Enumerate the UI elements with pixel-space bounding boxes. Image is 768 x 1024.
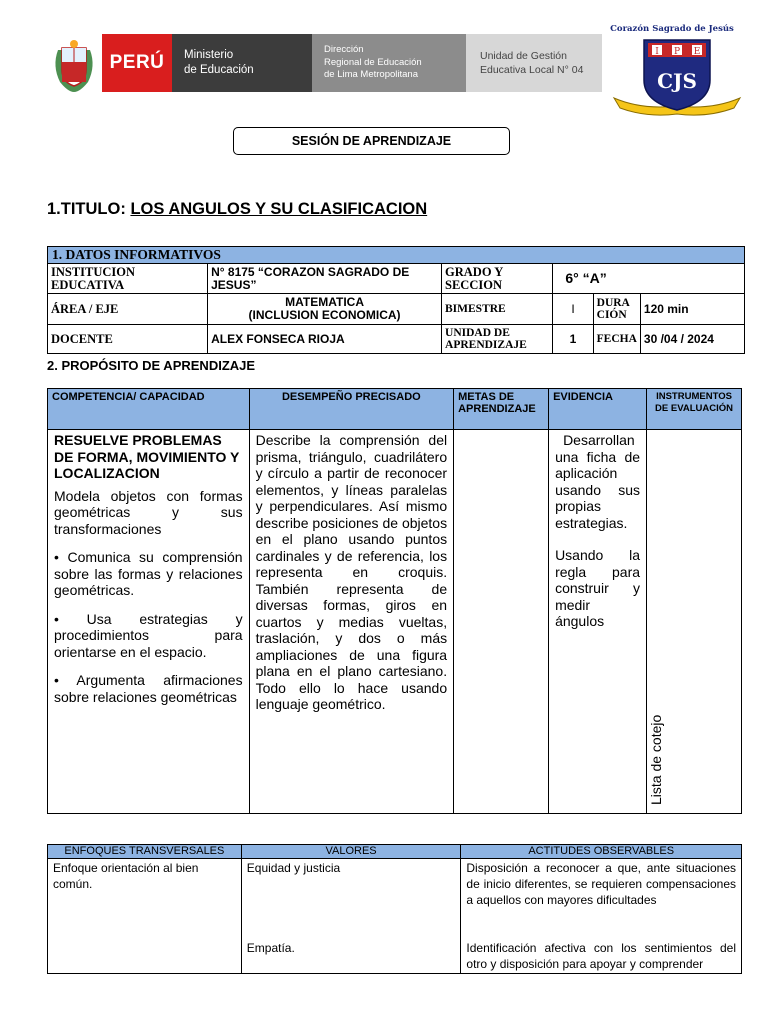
actitud-2: Identificación afectiva con los sentimientos del otro y disposición para apoyar y comprender: [466, 941, 736, 971]
valor-2: Empatía.: [246, 941, 295, 955]
metas-cell: [454, 430, 549, 814]
institucion-label: INSTITUCION EDUCATIVA: [48, 264, 208, 294]
actitudes-cell: [461, 859, 742, 974]
enfoque-cell: Enfoque orientación al bien común.: [48, 859, 242, 974]
datos-informativos-table: [47, 246, 745, 354]
desempeno-cell: Describe la comprensión del prisma, triángulo, cuadrilátero y círculo a partir de reconocer elementos, y líneas paralelas y perpendiculares. Así mismo describe posiciones de objetos en el plano usando puntos cardinales y de referencia, los representa en croquis. También representa de diversas formas, giros en cuartos y medias vueltas, traslación, y dos o más ampliaciones de una figura plana en el plano cartesiano. Todo ello lo hace usando lenguaje geométrico.: [249, 430, 454, 814]
docente-label: DOCENTE: [48, 325, 208, 354]
title-lead: 1.TITULO: [47, 200, 121, 218]
enfoques-table: [47, 844, 742, 974]
header-instrumentos: INSTRUMENTOS DE EVALUACIÓN: [647, 389, 742, 430]
valores-cell: [241, 859, 461, 974]
ugel-line-2: Educativa Local N° 04: [480, 64, 584, 76]
session-title: SESIÓN DE APRENDIZAJE: [291, 134, 452, 148]
header-evidencia: EVIDENCIA: [549, 389, 647, 430]
crest-letter-1: P: [673, 47, 681, 57]
unidad-value: 1: [553, 325, 593, 354]
header-enfoques: ENFOQUES TRANSVERSALES: [48, 845, 242, 859]
area-value: [208, 294, 442, 325]
bimestre-value: I: [553, 294, 593, 325]
peru-coat-of-arms-icon: [48, 36, 100, 94]
evidencia-2: Usando la regla para construir y medir ángulos: [555, 547, 641, 629]
header-desempeno: DESEMPEÑO PRECISADO: [249, 389, 454, 430]
ugel-block: [466, 34, 602, 92]
ministerio-line-1: Ministerio: [184, 49, 234, 61]
dre-line-2: Regional de Educación: [324, 56, 422, 68]
competencia-title: RESUELVE PROBLEMAS DE FORMA, MOVIMIENTO Y LOCALIZACION: [54, 432, 240, 481]
grado-label: GRADO Y SECCION: [442, 264, 553, 294]
competencia-cell: [48, 430, 250, 814]
area-value-1: MATEMATICA: [285, 295, 364, 309]
crest-letter-2: E: [693, 47, 701, 57]
actitud-1: Disposición a reconocer a que, ante situaciones de inicio diferentes, se requieren compensaciones a aquellos con mayores dificultades: [466, 861, 736, 907]
ministerio-block: [172, 34, 312, 92]
evidencia-cell: [549, 430, 647, 814]
title-colon: :: [120, 200, 131, 218]
crest-letter-i: I: [655, 47, 659, 57]
evidencia-1: Desarrollan una ficha de aplicación usando sus propias estrategias.: [555, 432, 641, 531]
bimestre-label: BIMESTRE: [442, 294, 553, 325]
lesson-title: [47, 200, 427, 219]
capacidad-4: • Argumenta afirmaciones sobre relaciones geométricas: [54, 672, 243, 705]
header-valores: VALORES: [241, 845, 461, 859]
unidad-label: UNIDAD DE APRENDIZAJE: [442, 325, 553, 354]
header-actitudes: ACTITUDES OBSERVABLES: [461, 845, 742, 859]
header-competencia: COMPETENCIA/ CAPACIDAD: [48, 389, 250, 430]
area-label: ÁREA / EJE: [48, 294, 208, 325]
fecha-label: FECHA: [593, 325, 640, 354]
duracion-label: DURACIÓN: [593, 294, 640, 325]
fecha-value: 30 /04 / 2024: [640, 325, 744, 354]
dre-line-1: Dirección: [324, 44, 364, 56]
valor-1: Equidad y justicia: [246, 861, 341, 875]
session-title-box: [233, 127, 510, 155]
header-metas: METAS DE APRENDIZAJE: [454, 389, 549, 430]
capacidad-3: • Usa estrategias y procedimientos para orientarse en el espacio.: [54, 610, 243, 660]
grado-value: 6° “A”: [553, 264, 745, 294]
peru-logo: [102, 34, 172, 92]
datos-heading: 1. DATOS INFORMATIVOS: [48, 247, 745, 264]
instrumento-value: Lista de cotejo: [648, 714, 664, 805]
ministerio-line-2: de Educación: [184, 64, 254, 76]
area-value-2: (INCLUSION ECONOMICA): [248, 308, 401, 322]
proposito-heading: 2. PROPÓSITO DE APRENDIZAJE: [47, 358, 256, 373]
docente-value: ALEX FONSECA RIOJA: [208, 325, 442, 354]
school-crest-icon: [612, 36, 742, 118]
capacidad-2: • Comunica su comprensión sobre las formas y relaciones geométricas.: [54, 549, 243, 598]
title-text: LOS ANGULOS Y SU CLASIFICACION: [130, 200, 428, 218]
ugel-line-1: Unidad de Gestión: [480, 50, 567, 62]
school-name: Corazón Sagrado de Jesús: [610, 24, 734, 34]
dre-line-3: de Lima Metropolitana: [324, 69, 418, 81]
duracion-value: 120 min: [640, 294, 744, 325]
peru-text: PERÚ: [109, 52, 165, 73]
crest-monogram: CJS: [657, 69, 697, 93]
institucion-value: N° 8175 “CORAZON SAGRADO DE JESUS”: [208, 264, 442, 294]
capacidad-1: Modela objetos con formas geométricas y sus transformaciones: [54, 487, 243, 537]
dre-block: [312, 34, 466, 92]
competencias-table: [47, 388, 742, 814]
